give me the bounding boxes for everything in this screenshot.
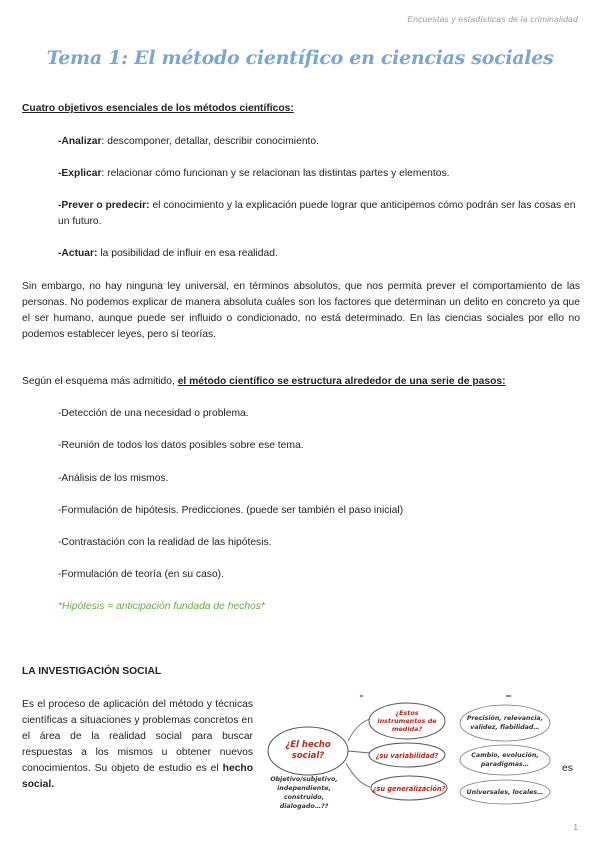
objective-item [58,246,578,262]
attribute-note: paradigmas… [480,761,530,768]
investigation-bold-term: hecho social. [22,762,253,790]
steps-intro [22,374,580,390]
objective-item [58,134,578,150]
center-note: dialogado…?? [279,803,329,810]
objective-term: -Analizar [58,136,102,147]
attribute-note: validez, fiabilidad… [470,724,540,731]
hypothesis-note: *Hipótesis = anticipación fundada de hechos* [58,601,265,612]
arrow-connector [348,751,370,753]
step-item: -Contrastación con la realidad de las hipótesis. [58,537,272,548]
center-note: construido, [283,794,325,801]
body-paragraph: Sin embargo, no hay ninguna ley universal, en términos absolutos, que nos permita prever el comportamiento de las personas. No podemos explicar de manera absoluta cuáles son los factores que determinan un delito en concreto ya que el ser humano, aunque puede ser influido o condicionado, no está determinado. En las ciencias sociales por ello no podemos establecer leyes, pero sí teorías. [22,281,580,340]
step-item: -Análisis de los mismos. [58,473,169,484]
investigation-heading: LA INVESTIGACIÓN SOCIAL [22,666,162,677]
attribute-note: Cambio, evolución, [471,752,539,759]
objective-text: la posibilidad de influir en esa realidad. [97,248,278,259]
objective-text: : relacionar cómo funcionan y se relacionan las distintas partes y elementos. [101,168,450,179]
investigation-paragraph [22,697,253,793]
steps-intro-text: Según el esquema más admitido, [22,376,178,387]
step-item: -Reunión de todos los datos posibles sobre ese tema. [58,440,304,451]
objective-text: el conocimiento y la explicación puede lograr que anticipemos cómo podrán ser las cosas en un futuro. [58,200,576,227]
center-note: independiente, [277,785,331,792]
question-label: medida? [391,725,423,733]
note-bubble [460,745,550,775]
attribute-note: Universales, locales… [466,789,544,796]
question-label: ¿su generalización? [372,785,446,793]
question-label: instrumentos de [377,717,437,725]
center-note: Objetivo/subjetivo, [270,776,338,783]
objective-item [58,166,578,182]
social-fact-diagram [262,693,562,823]
page-number: 1 [573,822,578,832]
step-item: -Detección de una necesidad o problema. [58,408,249,419]
step-item: -Formulación de teoría (en su caso). [58,569,224,580]
attribute-note: Precisión, relevancia, [466,715,544,722]
objective-term: -Prever o predecir: [58,200,150,211]
objective-term: -Actuar: [58,248,98,259]
arrow-connector [348,719,370,741]
steps-intro-emphasis: el método científico se estructura alrededor de una serie de pasos: [177,376,506,387]
note-bubble [460,705,550,741]
question-label: ¿su variabilidad? [375,752,439,760]
page-title: Tema 1: El método científico en ciencias sociales [46,47,554,69]
objective-item [58,198,578,230]
investigation-text: Es el proceso de aplicación del método y técnicas científicas a situaciones y problemas concretos en el área de la realidad social para buscar respuestas a los mismos u obtener nuevos conocimientos. Su objeto de estudio es el [22,699,253,774]
center-label: ¿El hecho [285,740,331,750]
objectives-heading: Cuatro objetivos esenciales de los métodos científicos: [22,103,294,114]
arrow-connector [346,763,370,787]
question-label: ¿Estos [395,709,419,717]
step-item: -Formulación de hipótesis. Predicciones. (puede ser también el paso inicial) [58,505,404,516]
objective-term: -Explicar [58,168,102,179]
center-label: social? [291,751,325,761]
header-note: Encuestas y estadísticas de la criminalidad [407,14,578,24]
objective-text: : descomponer, detallar, describir conocimiento. [101,136,319,147]
investigation-trailing-text: es [562,763,573,774]
